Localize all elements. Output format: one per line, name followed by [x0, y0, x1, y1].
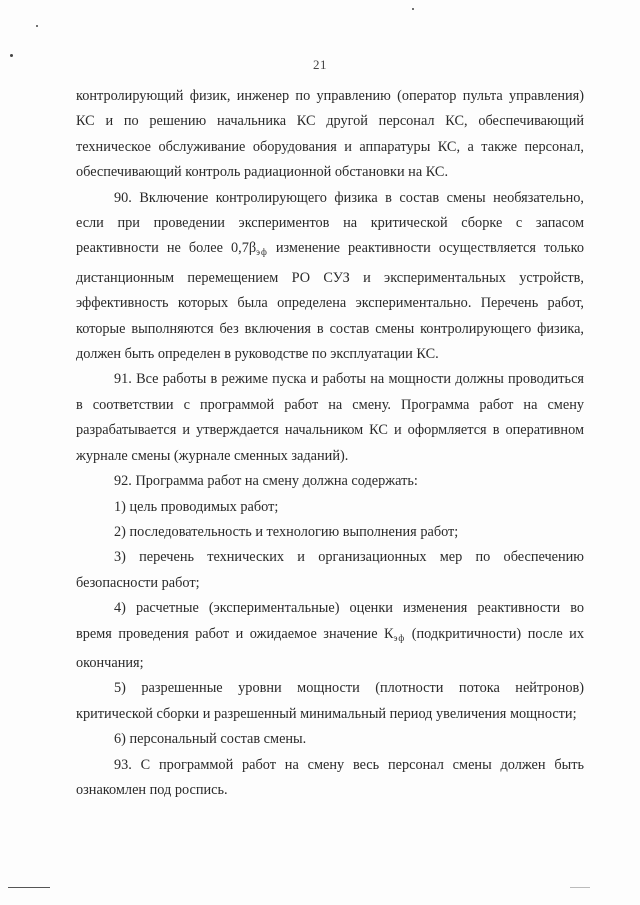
footer-mark: [570, 887, 590, 888]
list-item-4-subscript: эф: [393, 632, 406, 643]
list-item-4: [76, 596, 584, 676]
document-body: [76, 84, 584, 803]
scan-speck: [412, 8, 414, 10]
list-item-6: 6) персональный состав смены.: [114, 731, 307, 748]
paragraph-continuation: контролирующий физик, инженер по управлению (оператор пульта управления) КС и по решению начальника КС другой персонал КС, обеспечивающий техническое обслуживание оборудования и аппаратуры КС, а также персонал, обеспечивающий контроль радиационной обстановки на КС.: [76, 88, 584, 181]
list-item-4-text-b: (подкритичности) после их окончания;: [76, 625, 584, 671]
paragraph-90-text-a: 90. Включение контролирующего физика в состав смены необязательно, если при проведении экспериментов на критической сборке с запасом реактивности не более 0,7β: [76, 189, 584, 257]
paragraph-90-text-b: изменение реактивности осуществляется только дистанционным перемещением РО СУЗ и экспериментальных устройств, эффективность которых была определена экспериментально. Перечень работ, которые выполняются без включения в состав смены контролирующего физика, должен быть определен в руководстве по эксплуатации КС.: [76, 240, 585, 363]
list-item-1: 1) цель проводимых работ;: [114, 498, 279, 515]
list-item-3: 3) перечень технических и организационных мер по обеспечению безопасности работ;: [76, 549, 584, 591]
list-item-5: 5) разрешенные уровни мощности (плотности потока нейтронов) критической сборки и разрешенный минимальный период увеличения мощности;: [76, 680, 584, 722]
page-number: 21: [313, 57, 327, 72]
paragraph-93: 93. С программой работ на смену весь персонал смены должен быть ознакомлен под роспись.: [76, 756, 584, 798]
paragraph-92: 92. Программа работ на смену должна содержать:: [114, 473, 418, 490]
paragraph-90-subscript: эф: [256, 247, 268, 258]
scan-speck: [36, 25, 38, 27]
paragraph-91: 91. Все работы в режиме пуска и работы на мощности должны проводиться в соответствии с программой работ на смену. Программа работ на смену разрабатывается и утверждается начальником КС и оформляется в оперативном журнале смены (журнале сменных заданий).: [76, 371, 584, 464]
footer-rule: [8, 887, 50, 888]
list-item-4-text-a: 4) расчетные (экспериментальные) оценки изменения реактивности во время проведения работ и ожидаемое значение К: [76, 600, 584, 642]
paragraph-90: [76, 186, 584, 368]
list-item-2: 2) последовательность и технологию выполнения работ;: [114, 523, 459, 540]
